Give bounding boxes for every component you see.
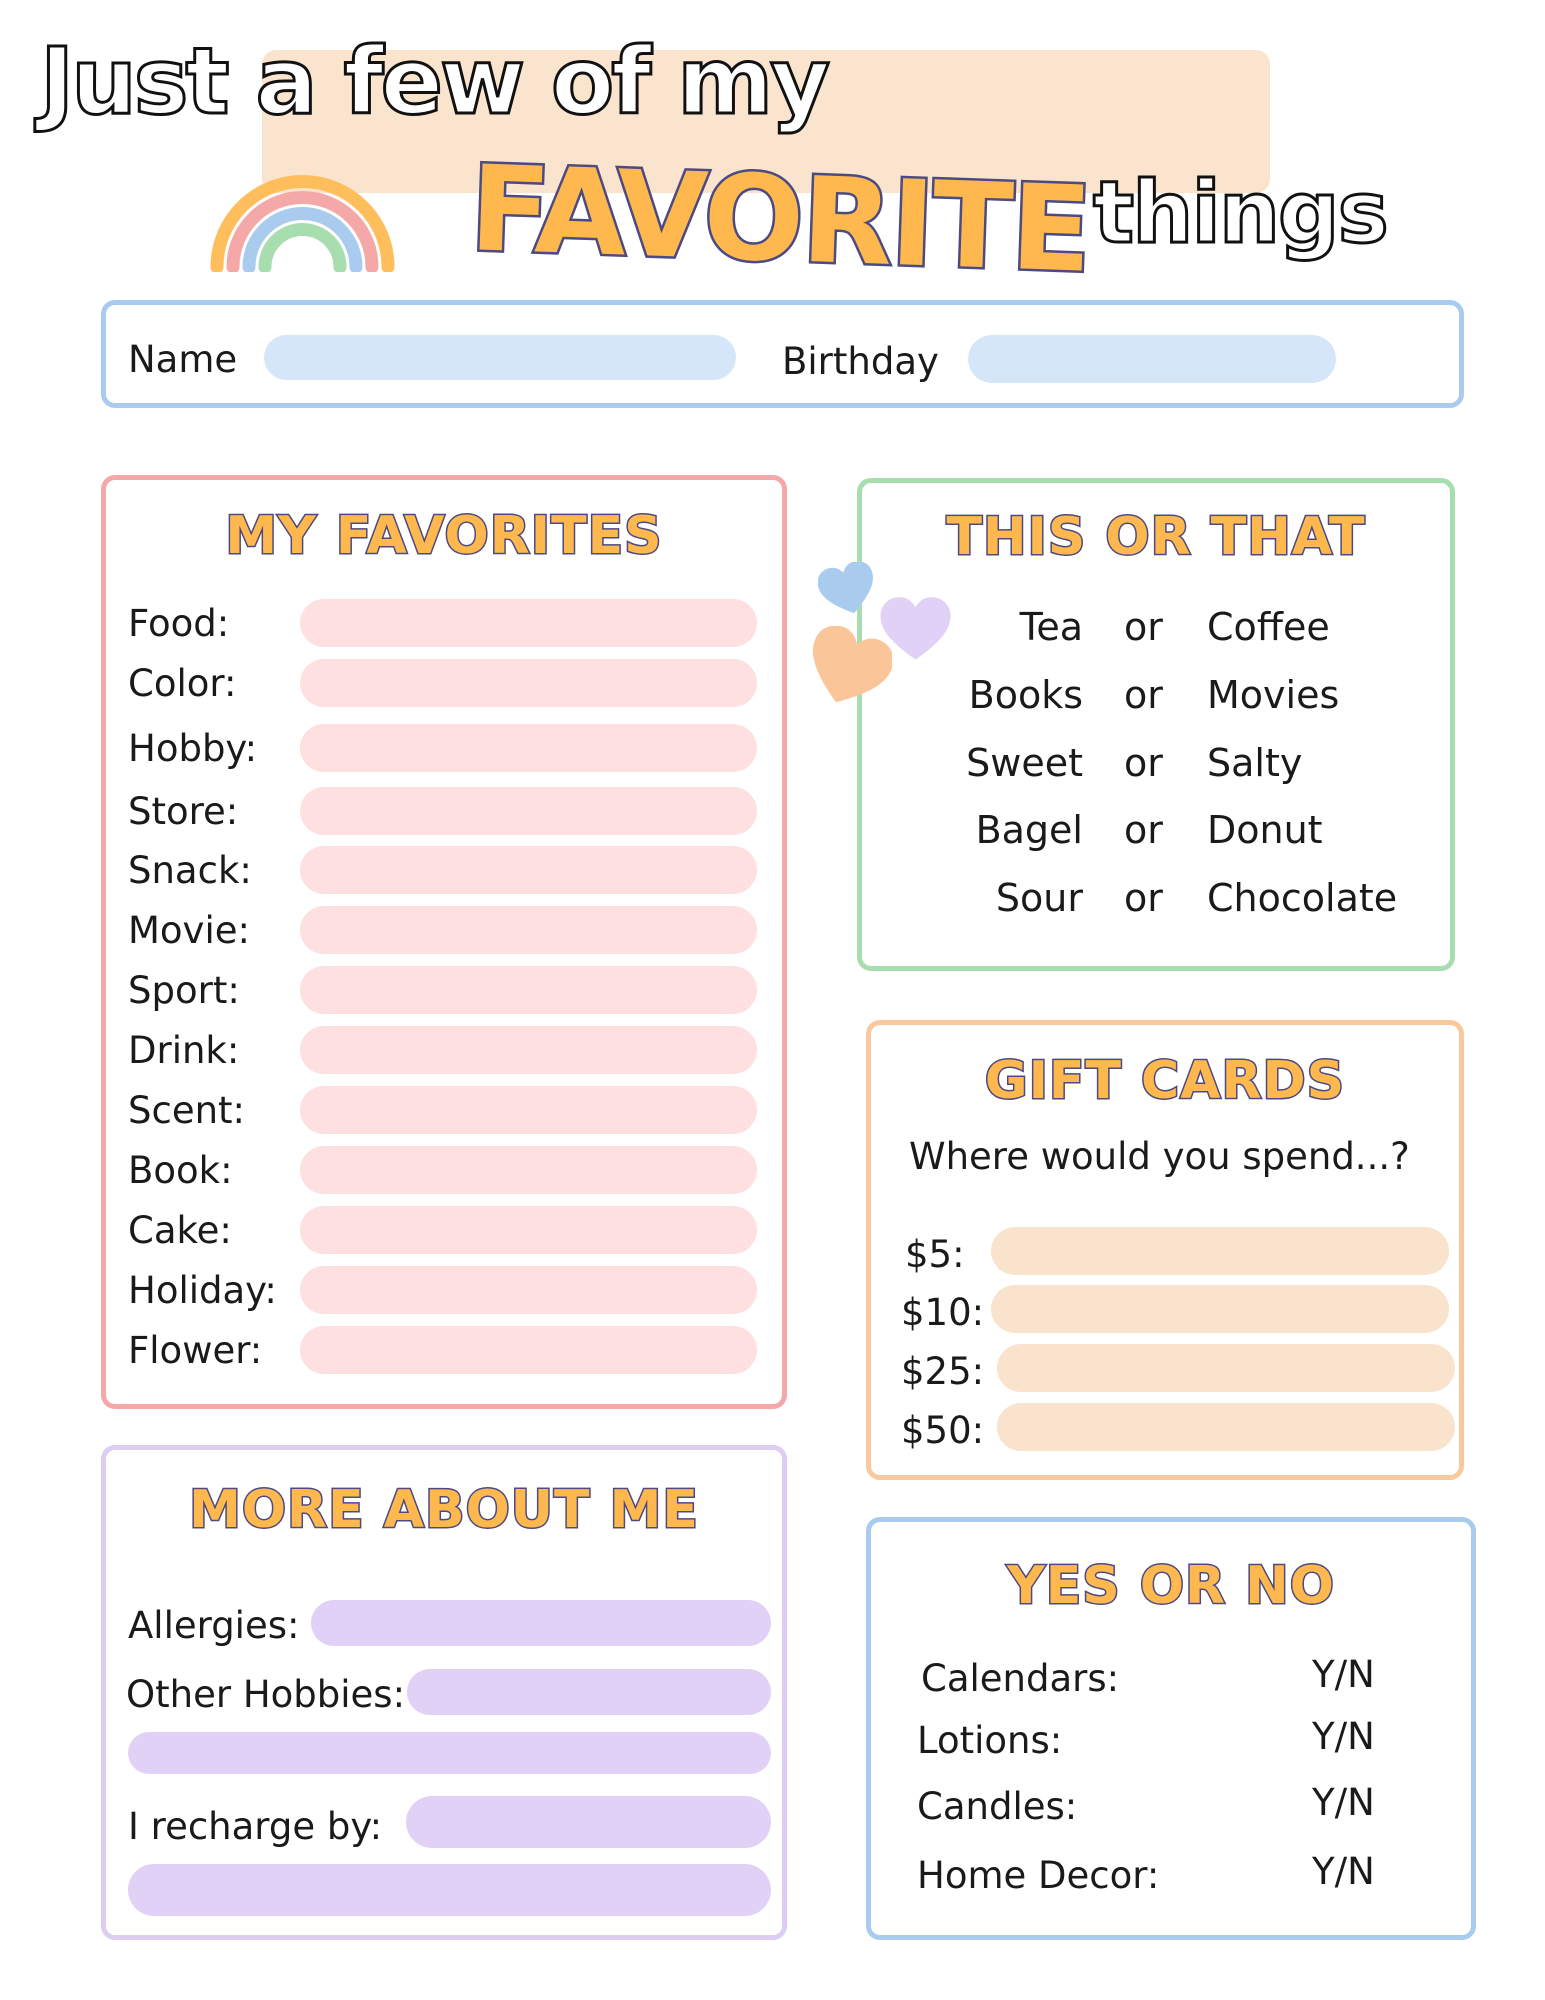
rainbow-icon [205, 132, 400, 272]
heart-orange-icon [804, 626, 892, 715]
this-option: Sweet [966, 741, 1083, 785]
favorites-panel [101, 475, 787, 1409]
favorite-label: Hobby: [128, 727, 258, 770]
favorite-field[interactable] [300, 599, 757, 647]
favorite-label: Sport: [128, 969, 240, 1012]
gift-cards-title: GIFT CARDS [984, 1051, 1346, 1111]
yes-no-value[interactable]: Y/N [1312, 1653, 1375, 1696]
favorite-label: Cake: [128, 1209, 232, 1252]
or-text: or [1124, 808, 1163, 852]
favorite-field[interactable] [300, 1146, 757, 1194]
favorite-label: Holiday: [128, 1269, 277, 1312]
favorite-field[interactable] [300, 1266, 757, 1314]
favorite-label: Flower: [128, 1329, 263, 1372]
that-option: Chocolate [1207, 876, 1398, 920]
gift-amount-label: $5: [905, 1233, 965, 1276]
yes-no-label: Candles: [917, 1785, 1078, 1828]
favorites-title: MY FAVORITES [225, 506, 663, 566]
title-line1: Just a few of my [40, 28, 828, 135]
this-option: Bagel [975, 808, 1083, 852]
name-label: Name [128, 338, 238, 381]
gift-amount-label: $10: [901, 1291, 985, 1334]
yes-no-value[interactable]: Y/N [1312, 1850, 1375, 1893]
gift-card-field[interactable] [991, 1285, 1449, 1333]
or-text: or [1124, 605, 1163, 649]
favorite-field[interactable] [300, 1326, 757, 1374]
heart-blue-icon [818, 562, 878, 621]
favorite-label: Scent: [128, 1089, 246, 1132]
gift-cards-panel [866, 1020, 1464, 1480]
favorite-field[interactable] [300, 846, 757, 894]
favorite-label: Book: [128, 1149, 233, 1192]
title-favorite: FAVORITE [467, 139, 1093, 299]
favorite-label: Food: [128, 602, 230, 645]
allergies-label: Allergies: [128, 1604, 300, 1647]
more-about-me-title: MORE ABOUT ME [189, 1480, 699, 1540]
allergies-field[interactable] [311, 1600, 771, 1646]
gift-card-field[interactable] [997, 1403, 1455, 1451]
yes-no-value[interactable]: Y/N [1312, 1715, 1375, 1758]
favorite-field[interactable] [300, 1086, 757, 1134]
this-option: Sour [995, 876, 1083, 920]
favorite-field[interactable] [300, 1026, 757, 1074]
name-field[interactable] [264, 335, 736, 380]
this-option: Tea [1019, 605, 1083, 649]
yes-no-label: Calendars: [921, 1657, 1120, 1700]
birthday-field[interactable] [968, 335, 1336, 383]
favorite-label: Movie: [128, 909, 250, 952]
favorite-field[interactable] [300, 966, 757, 1014]
yes-or-no-panel [866, 1517, 1476, 1940]
favorite-label: Store: [128, 790, 239, 833]
other-hobbies-field[interactable] [407, 1669, 771, 1715]
that-option: Coffee [1207, 605, 1330, 649]
favorite-label: Drink: [128, 1029, 240, 1072]
info-panel [101, 300, 1464, 408]
gift-card-field[interactable] [997, 1344, 1455, 1392]
favorite-field[interactable] [300, 659, 757, 707]
favorite-label: Color: [128, 662, 237, 705]
yes-or-no-title: YES OR NO [1007, 1556, 1335, 1616]
favorite-field[interactable] [300, 906, 757, 954]
recharge-field[interactable] [406, 1796, 771, 1848]
favorite-field[interactable] [300, 787, 757, 835]
other-hobbies-field-2[interactable] [128, 1732, 771, 1774]
gift-cards-prompt: Where would you spend...? [909, 1135, 1410, 1178]
or-text: or [1124, 876, 1163, 920]
this-or-that-panel [857, 478, 1455, 971]
that-option: Movies [1207, 673, 1340, 717]
more-about-me-panel [101, 1445, 787, 1940]
yes-no-label: Lotions: [917, 1719, 1063, 1762]
gift-card-field[interactable] [991, 1227, 1449, 1275]
gift-amount-label: $25: [901, 1350, 985, 1393]
this-or-that-title: THIS OR THAT [946, 507, 1366, 567]
recharge-field-2[interactable] [128, 1864, 771, 1916]
that-option: Donut [1207, 808, 1323, 852]
this-option: Books [968, 673, 1083, 717]
title-things: things [1093, 163, 1387, 263]
yes-no-value[interactable]: Y/N [1312, 1781, 1375, 1824]
that-option: Salty [1207, 741, 1303, 785]
recharge-label: I recharge by: [128, 1805, 383, 1848]
favorite-label: Snack: [128, 849, 252, 892]
other-hobbies-label: Other Hobbies: [126, 1673, 406, 1716]
favorite-field[interactable] [300, 724, 757, 772]
birthday-label: Birthday [782, 340, 939, 383]
or-text: or [1124, 741, 1163, 785]
yes-no-label: Home Decor: [917, 1854, 1160, 1897]
gift-amount-label: $50: [901, 1409, 985, 1452]
or-text: or [1124, 673, 1163, 717]
favorite-field[interactable] [300, 1206, 757, 1254]
